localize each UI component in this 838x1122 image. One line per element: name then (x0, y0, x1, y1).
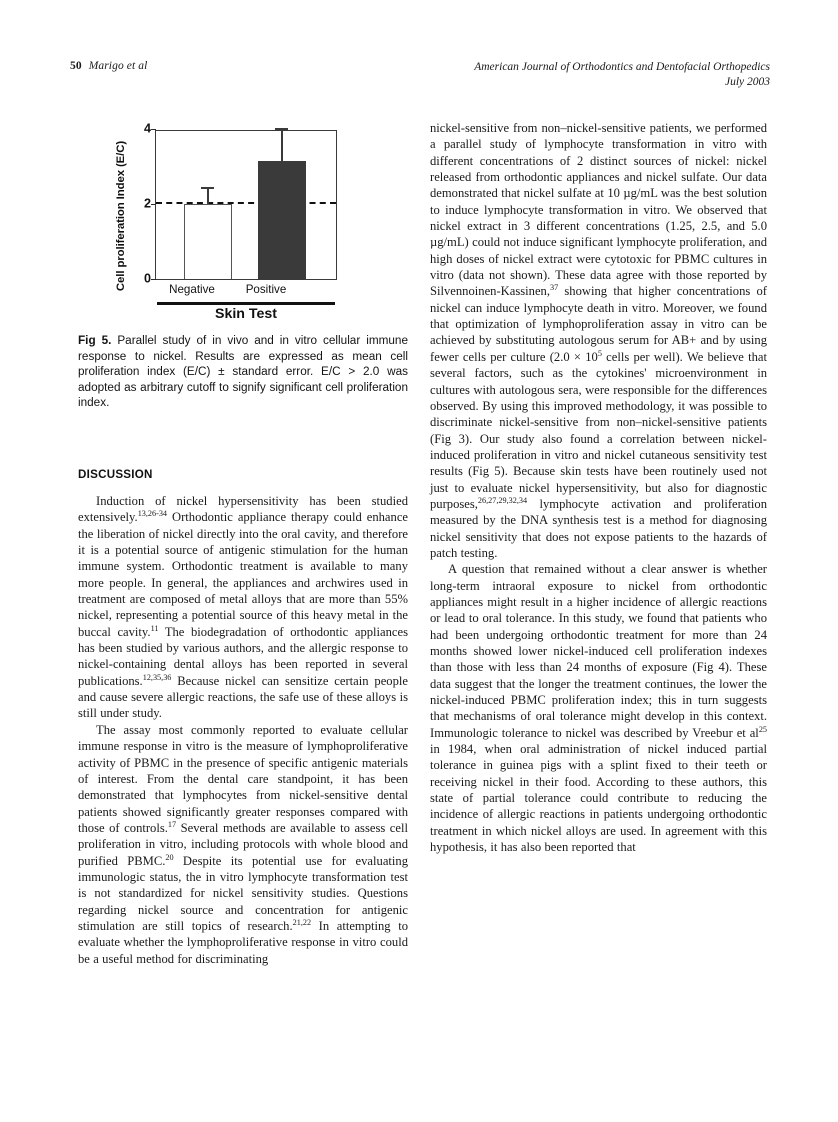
paragraph: nickel-sensitive from non–nickel-sensitive patients, we performed a parallel study of lymphocyte transformation in vitro with different concentrations of 2 distinct sources of nickel: nickel released from orthodontic appliances and nickel sulfate. Our data demonstrated that nickel sulfate at 10 µg/mL was the best solution to induce lymphocyte transformation in vitro. We observed that nickel extract in 3 different concentrations (1.25, 2.5, and 5.0 µg/mL) could not induce significant lymphocyte proliferation, and high doses of nickel extract were cytotoxic for PBMC cultures in vitro (data not shown). These data agree with those reported by Silvennoinen-Kassinen,$^{37}$ showing that higher concentrations of nickel can induce lymphocyte death in vitro. Moreover, we found that optimization of lymphoproliferation assay in vitro can be achieved by substituting autologous serum for AB+ and by using fewer cells per culture ($2.0 \times 10^5$ cells per well). We believe that several factors, such as the cytokines' microenvironment in cultures with autologous sera, were responsible for the differences observed. By using this improved methodology, it was possible to discriminate nickel-sensitive from non–nickel-sensitive patients (Fig 3). Our study also found a correlation between nickel-induced proliferation in vitro and nickel cutaneous sensitivity test results (Fig 5). Because skin tests have been routinely used not just to evaluate nickel hypersensitivity, but also for diagnostic purposes,$^{26,27,29,32,34}$ lymphocyte activation and proliferation measured by the DNA synthesis test is a method for diagnosing nickel sensitivity that does not expose patients to the hazards of patch testing. (430, 121, 767, 560)
chart-x-axis-label: Skin Test (214, 306, 278, 322)
page-number: 50 (70, 60, 82, 72)
y-tick-label-4: 4 (143, 121, 151, 136)
reference-superscript: 12,35,36 (142, 672, 172, 682)
reference-superscript: 25 (758, 724, 767, 734)
bar-positive (258, 161, 306, 279)
y-tick-label-2: 2 (143, 196, 151, 211)
section-heading-discussion: DISCUSSION (78, 468, 153, 481)
x-tick-label-positive: Positive (245, 283, 287, 296)
reference-superscript: 13,26-34 (137, 509, 168, 519)
paragraph: The assay most commonly reported to evaluate cellular immune response in vitro is the measure of lymphoproliferative activity of PBMC in the presence of specific antigenic materials of interest. From the dental care standpoint, it has been demonstrated that lymphocytes from nickel-sensitive dental patients showed significantly greater responses compared with those of controls.$^{17}$ Several methods are available to assess cell proliferation in vitro, including protocols with whole blood and purified PBMC.$^{20}$ Despite its potential use for evaluating immunologic status, the in vitro lymphocyte transformation test is not standardized for nickel sensitivity studies. Questions regarding nickel source and concentration for antigenic stimulation are still topics of research.$^{21,22}$ In attempting to evaluate whether the lymphoproliferative response in vitro could be a useful method for discriminating (78, 722, 408, 966)
running-head-authors: Marigo et al (88, 60, 148, 72)
left-column-body (78, 493, 408, 967)
right-column-body (430, 120, 767, 855)
paragraph: A question that remained without a clear answer is whether long-term intraoral exposure to nickel from orthodontic appliances might result in a higher incidence of allergic reactions or lead to oral tolerance. In this study, we found that patients who had been undergoing orthodontic treatment for more than 24 months showed lower nickel-induced cell proliferation indexes than those with less than 24 months of exposure (Fig 4). These data suggest that the longer the treatment continues, the lower the nickel-induced PBMC proliferation index; this in turn suggests that mechanisms of oral tolerance might develop in this context. Immunologic tolerance to nickel was described by Vreebur et $al^{25}$ in 1984, when oral administration of nickel induced partial tolerance in guinea pigs with a splint fixed to their teeth or receiving nickel in their food. According to these authors, this state of partial tolerance could contribute to reducing the incidence of allergic reactions in patients undergoing orthodontic treatment in which nickel alloys are used. In agreement with this hypothesis, it has also been reported that (430, 562, 767, 855)
running-head-left (70, 60, 147, 72)
figure-caption-text: Parallel study of in vivo and in vitro cellular immune response to nickel. Results are expressed as mean cell proliferation index (E/C) ± standard error. E/C > 2.0 was adopted as arbitrary cutoff to signify significant cell proliferation index. (78, 334, 408, 410)
figure-caption-label: Fig 5. (78, 334, 112, 347)
y-tick-mark-4 (151, 129, 156, 130)
x-tick-label-negative: Negative (169, 283, 215, 296)
y-tick-label-0: 0 (143, 271, 151, 286)
paragraph: Induction of nickel hypersensitivity has been studied extensively.$^{13,26-34}$ Orthodontic appliance therapy could enhance the liberation of nickel directly into the oral cavity, and therefore it is a potential source of antigenic stimulation for the human immune system. Orthodontic treatment is available to many more people. In general, the appliances and archwires used in treatment are composed of metal alloys that are more than 55% nickel, representing a potential source of this heavy metal in the buccal cavity.$^{11}$ The biodegradation of orthodontic appliances has been studied by various authors, and the allergic response to nickel-containing dental alloys has been reported in several publications.$^{12,35,36}$ Because nickel can sensitize certain people and cause severe allergic reactions, the safe use of these alloys is still under study. (78, 494, 408, 721)
bar-negative (184, 204, 232, 279)
reference-superscript: 11 (150, 623, 159, 633)
error-bar-negative-line (207, 188, 209, 204)
error-bar-positive-cap (275, 128, 288, 130)
issue-date: July 2003 (724, 76, 770, 88)
reference-superscript: 21,22 (292, 917, 312, 927)
error-bar-positive-line (281, 129, 283, 161)
reference-superscript: 26,27,29,32,34 (477, 495, 528, 505)
chart-plot-area (143, 121, 337, 286)
running-head (70, 60, 770, 100)
y-tick-mark-2 (151, 204, 156, 205)
left-column (78, 468, 408, 967)
chart-y-axis-label: Cell proliferation Index (E/C) (115, 140, 127, 292)
chart-container (116, 122, 344, 322)
journal-title: American Journal of Orthodontics and Dentofacial Orthopedics (474, 61, 770, 73)
error-bar-negative-cap (201, 187, 214, 189)
reference-superscript: 17 (167, 819, 177, 829)
reference-superscript: 37 (549, 283, 559, 293)
right-column (430, 120, 767, 855)
figure-5 (78, 122, 408, 322)
y-tick-mark-0 (151, 279, 156, 280)
x-axis-rule (157, 302, 335, 305)
reference-superscript: 5 (597, 348, 602, 358)
cutoff-line-2 (156, 202, 336, 204)
reference-superscript: 20 (165, 852, 174, 862)
running-head-right (474, 60, 770, 90)
figure-caption (78, 333, 408, 411)
